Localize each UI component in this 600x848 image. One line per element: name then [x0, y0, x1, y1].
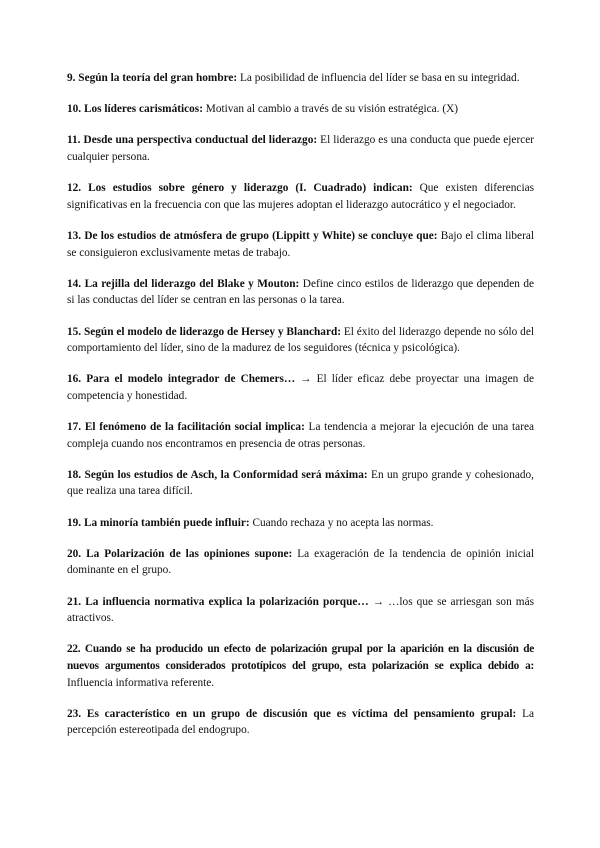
question-label: 21. La influencia normativa explica la polarización porque…	[67, 595, 369, 608]
answer-text: La posibilidad de influencia del líder se basa en su integridad.	[237, 72, 520, 84]
question-11	[67, 132, 534, 165]
question-label: 18. Según los estudios de Asch, la Conformidad será máxima:	[67, 468, 368, 481]
question-label: 13. De los estudios de atmósfera de grupo (Lippitt y White) se concluye que:	[67, 229, 438, 242]
answer-text: La exageración de la tendencia de opinión inicial dominante en el grupo.	[67, 547, 535, 577]
question-14	[67, 276, 534, 309]
question-17	[67, 419, 534, 452]
answer-text: → El líder eficaz debe proyectar una imagen de competencia y honestidad.	[67, 373, 534, 402]
answer-text: La percepción estereotipada del endogrupo.	[67, 707, 534, 737]
answer-text: → …los que se arriesgan son más atractivos.	[67, 595, 535, 625]
answer-text: El liderazgo es una conducta que puede ejercer cualquier persona.	[67, 134, 534, 163]
question-20	[67, 546, 534, 579]
question-label: 22. Cuando se ha producido un efecto de polarización grupal por la aparición en la discusión de nuevos argumentos considerados prototípicos del grupo, esta polarización se explica debido a:	[67, 643, 534, 672]
question-21	[67, 594, 534, 627]
question-10	[67, 101, 534, 118]
question-label: 23. Es característico en un grupo de discusión que es víctima del pensamiento grupal:	[67, 707, 517, 720]
question-12	[67, 180, 534, 213]
question-label: 15. Según el modelo de liderazgo de Hersey y Blanchard:	[67, 325, 342, 338]
question-label: 16. Para el modelo integrador de Chemers…	[67, 373, 296, 386]
question-label: 12. Los estudios sobre género y liderazgo (I. Cuadrado) indican:	[67, 182, 413, 195]
question-label: 20. La Polarización de las opiniones supone:	[67, 547, 293, 560]
answer-text: Que existen diferencias significativas en la frecuencia con que las mujeres adoptan el liderazgo autocrático y el negociador.	[67, 182, 534, 211]
question-label: 9. Según la teoría del gran hombre:	[67, 72, 238, 84]
question-23	[67, 706, 534, 739]
answer-text: Motivan al cambio a través de su visión estratégica. (X)	[202, 103, 459, 116]
question-22	[67, 641, 534, 691]
document-page	[67, 70, 534, 754]
answer-text: Influencia informativa referente.	[67, 676, 215, 689]
answer-text: La tendencia a mejorar la ejecución de una tarea compleja cuando nos encontramos en presencia de otras personas.	[67, 421, 534, 450]
question-label: 14. La rejilla del liderazgo del Blake y Mouton:	[67, 277, 300, 290]
answer-text: Bajo el clima liberal se consiguieron exclusivamente metas de trabajo.	[67, 229, 534, 259]
answer-text: En un grupo grande y cohesionado, que realiza una tarea difícil.	[67, 468, 534, 498]
question-19	[67, 515, 534, 532]
answer-text: El éxito del liderazgo depende no sólo del comportamiento del líder, sino de la madurez de los seguidores (técnica y psicológica).	[67, 325, 534, 355]
question-9	[67, 70, 534, 87]
question-label: 10. Los líderes carismáticos:	[67, 103, 203, 116]
question-13	[67, 228, 534, 261]
answer-text: Cuando rechaza y no acepta las normas.	[249, 516, 434, 529]
question-label: 11. Desde una perspectiva conductual del liderazgo:	[67, 134, 318, 147]
question-15	[67, 324, 534, 357]
question-label: 19. La minoría también puede influir:	[67, 516, 250, 529]
question-18	[67, 467, 534, 500]
question-label: 17. El fenómeno de la facilitación social implica:	[67, 421, 305, 434]
question-16	[67, 371, 534, 404]
answer-text: Define cinco estilos de liderazgo que dependen de si las conductas del líder se centran en las personas o la tarea.	[67, 277, 534, 307]
